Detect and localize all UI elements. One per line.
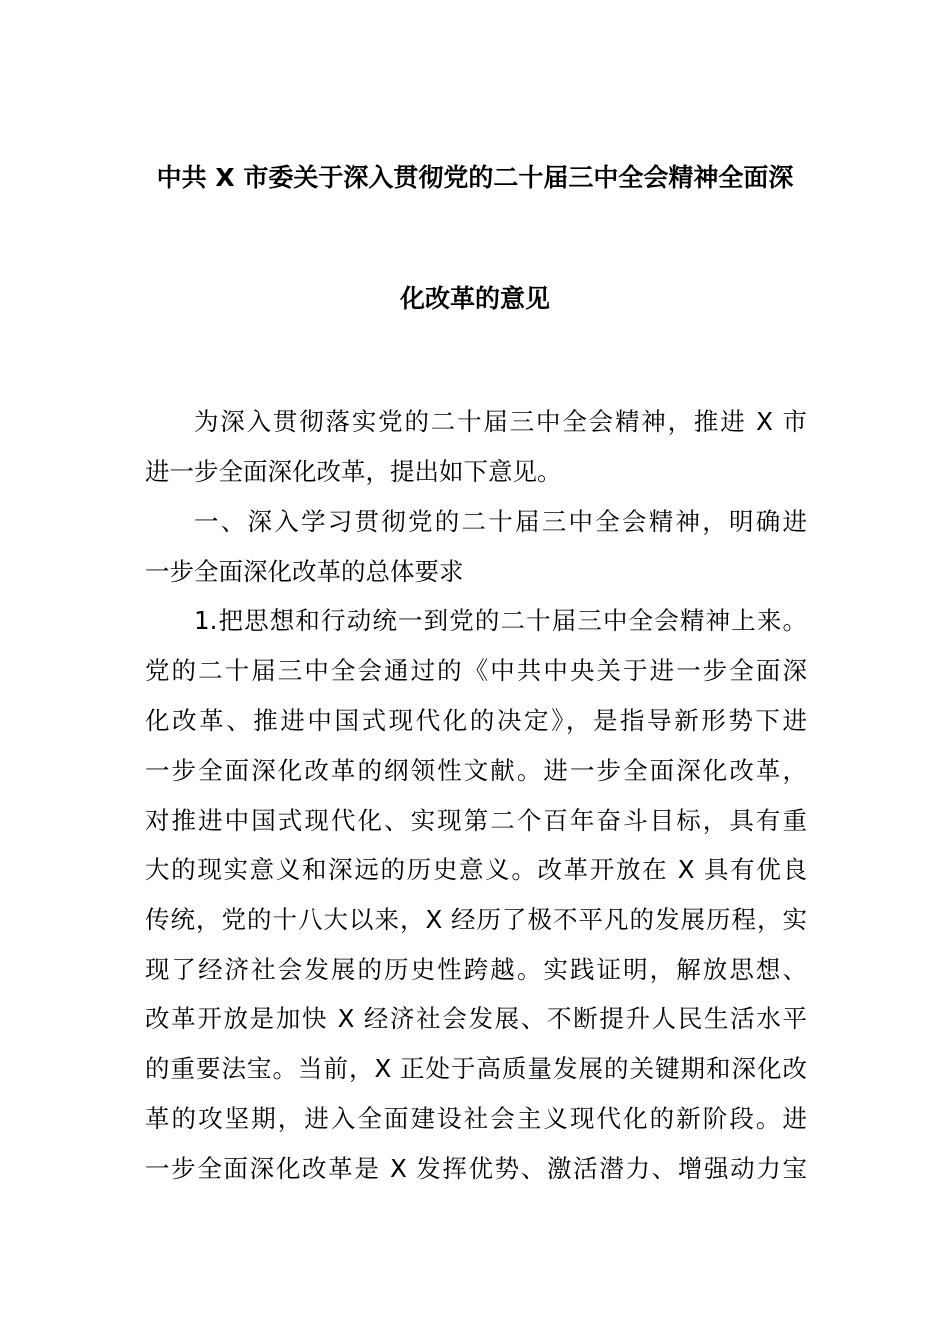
paragraph-3-line-5: 对推进中国式现代化、实现第二个百年奋斗目标，具有重 <box>145 806 807 835</box>
document-title-line-1: 中共 X 市委关于深入贯彻党的二十届三中全会精神全面深 <box>156 163 794 192</box>
paragraph-3-line-1: 1.把思想和行动统一到党的二十届三中全会精神上来。 <box>194 606 807 635</box>
paragraph-1-line-1: 为深入贯彻落实党的二十届三中全会精神，推进 X 市 <box>194 407 807 436</box>
paragraph-1-line-2: 进一步全面深化改革，提出如下意见。 <box>145 457 562 486</box>
section-heading-line-2: 一步全面深化改革的总体要求 <box>145 557 464 586</box>
paragraph-3-line-12: 一步全面深化改革是 X 发挥优势、激活潜力、增强动力宝 <box>145 1154 807 1183</box>
paragraph-3-line-4: 一步全面深化改革的纲领性文献。进一步全面深化改革， <box>145 756 807 785</box>
document-title-line-2: 化改革的意见 <box>399 284 550 313</box>
paragraph-3-line-8: 现了经济社会发展的历史性跨越。实践证明，解放思想、 <box>145 955 807 984</box>
paragraph-3-line-9: 改革开放是加快 X 经济社会发展、不断提升人民生活水平 <box>145 1004 807 1033</box>
section-heading-line-1: 一、深入学习贯彻党的二十届三中全会精神，明确进 <box>194 507 807 536</box>
paragraph-3-line-11: 革的攻坚期，进入全面建设社会主义现代化的新阶段。进 <box>145 1104 807 1133</box>
paragraph-3-line-6: 大的现实意义和深远的历史意义。改革开放在 X 具有优良 <box>145 855 807 884</box>
paragraph-3-line-3: 化改革、推进中国式现代化的决定》，是指导新形势下进 <box>145 706 807 735</box>
paragraph-3-line-7: 传统，党的十八大以来，X 经历了极不平凡的发展历程，实 <box>145 905 807 934</box>
paragraph-3-line-2: 党的二十届三中全会通过的《中共中央关于进一步全面深 <box>145 656 807 685</box>
paragraph-3-line-10: 的重要法宝。当前，X 正处于高质量发展的关键期和深化改 <box>145 1054 807 1083</box>
